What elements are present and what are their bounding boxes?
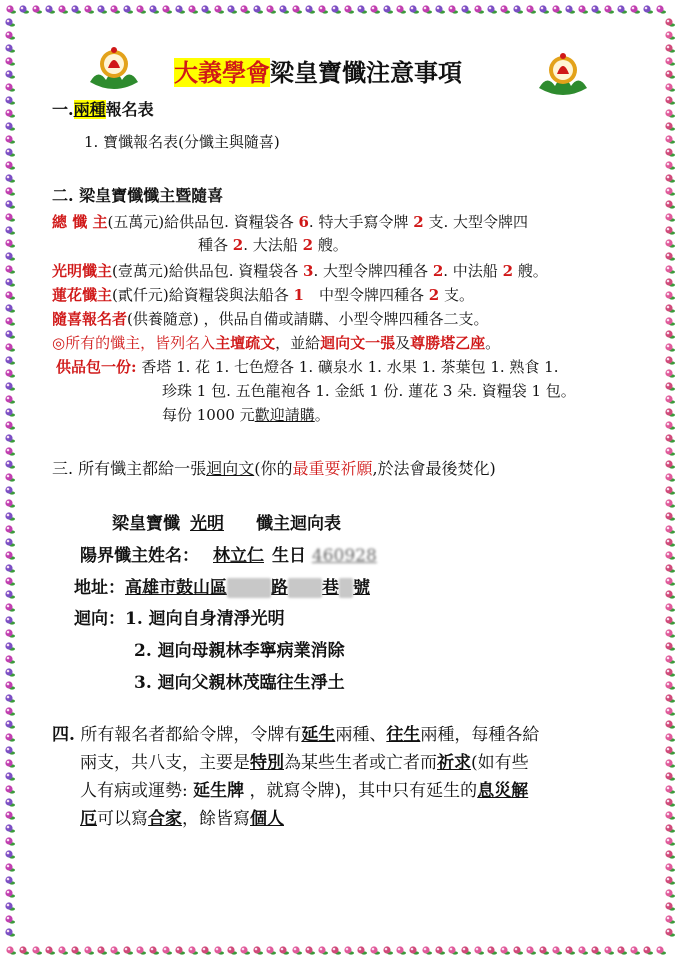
zong-chanzhu-line2: 種各 2. 大法船 2 艘。 (198, 236, 348, 254)
section-4-line1: 四. 所有報名者都給令牌，令牌有延生兩種、往生兩種，每種各給 (52, 725, 540, 745)
offering-pack-line3: 每份 1000 元歡迎請購。 (162, 406, 330, 424)
offering-pack-line2: 珍珠 1 包. 五色龍袍各 1. 金紙 1 份. 蓮花 3 朵. 資糧袋 1 包。 (162, 382, 576, 400)
suixi-registrant: 隨喜報名者(供養隨意) ，供品自備或請購、小型令牌四種各二支。 (52, 310, 489, 328)
lotus-emblem-icon (84, 38, 144, 98)
section-4-line4: 厄可以寫合家，餘皆寫個人 (80, 809, 284, 829)
guangming-chanzhu: 光明懺主(壹萬元)給供品包. 資糧袋各 3. 大型令牌四種各 2. 中法船 2 艘。 (52, 262, 548, 280)
form-dedication-2: 2. 迴向母親林李寧病業消除 (134, 641, 345, 661)
section-4-line2: 兩支，共八支，主要是特別為某些生者或亡者而祈求(如有些 (80, 753, 529, 773)
form-title: 梁皇寶懺 光明 懺主迴向表 (112, 514, 341, 534)
lotus-emblem-icon (533, 44, 593, 104)
section-2-heading: 二. 梁皇寶懺懺主暨隨喜 (52, 186, 224, 205)
section-3-text: 三. 所有懺主都給一張迴向文(你的最重要祈願,於法會最後焚化) (52, 459, 496, 478)
section-4-line3: 人有病或運勢: 延生牌 ，就寫令牌)，其中只有延生的息災解 (80, 781, 529, 801)
form-address-row: 地址：高雄市鼓山區 路 巷 號 (74, 578, 370, 598)
section-1-item: 1. 寶懺報名表(分懺主與隨喜) (84, 133, 280, 151)
offering-pack-line1: 供品包一份: 香塔 1. 花 1. 七色燈各 1. 礦泉水 1. 水果 1. 茶葉包 1. 熟食 1. (56, 358, 559, 376)
lianhua-chanzhu: 蓮花懺主(貳仟元)給資糧袋與法船各 1 中型令牌四種各 2 支。 (52, 286, 474, 304)
all-chanzhu-note: ◎所有的懺主，皆列名入主壇疏文，並給迴向文一張及尊勝塔乙座。 (52, 334, 501, 352)
form-dedication-row: 迴向：1. 迴向自身清淨光明 (74, 609, 285, 629)
page-title: 大義學會梁皇寶懺注意事項 (174, 58, 462, 87)
form-name-row: 陽界懺主姓名： 林立仁 生日 460928 (80, 546, 377, 566)
zong-chanzhu-line1: 總 懺 主(五萬元)給供品包. 資糧袋各 6. 特大手寫令牌 2 支. 大型令牌四 (52, 213, 528, 231)
form-dedication-3: 3. 迴向父親林茂臨往生淨土 (134, 673, 345, 693)
section-1-heading: 一.兩種報名表 (52, 100, 154, 119)
